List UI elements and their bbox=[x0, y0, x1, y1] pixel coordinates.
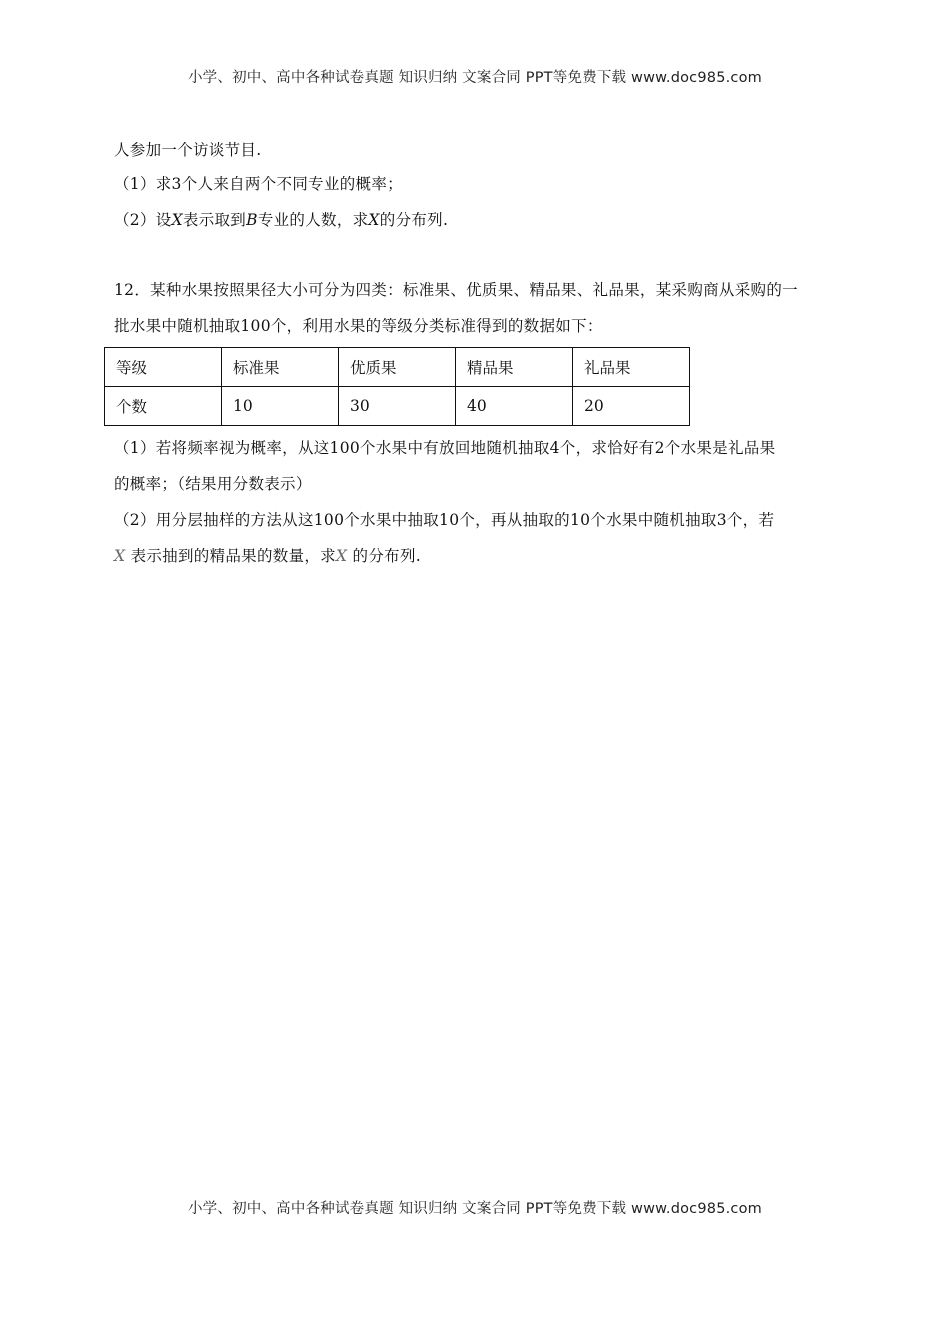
q11-continuation: 人参加一个访谈节目. bbox=[114, 141, 262, 159]
table-cell: 20 bbox=[573, 387, 690, 426]
var-x: X bbox=[335, 547, 348, 565]
table-header-row bbox=[105, 348, 690, 387]
q12-stem-line2: 批水果中随机抽取100个，利用水果的等级分类标准得到的数据如下： bbox=[114, 317, 603, 335]
q11-part2-b: 表示取到 bbox=[182, 211, 247, 229]
var-x: X bbox=[171, 211, 183, 229]
q12-part1-line1: （1）若将频率视为概率，从这100个水果中有放回地随机抽取4个，求恰好有2个水果是礼品果 bbox=[114, 439, 776, 457]
q12-part2-mid: 表示抽到的精品果的数量，求 bbox=[125, 547, 336, 565]
q11-part2-a: （2）设 bbox=[114, 211, 172, 229]
table-cell: 个数 bbox=[105, 387, 222, 426]
q12-part1-line2: 的概率；（结果用分数表示） bbox=[114, 475, 312, 493]
var-b: B bbox=[246, 211, 258, 229]
q12-part2-end: 的分布列. bbox=[347, 547, 421, 565]
table-cell: 等级 bbox=[105, 348, 222, 387]
table-row bbox=[105, 387, 690, 426]
q11-part1: （1）求3个人来自两个不同专业的概率； bbox=[114, 175, 403, 193]
q12-part2-line1: （2）用分层抽样的方法从这100个水果中抽取10个，再从抽取的10个水果中随机抽取3个，若 bbox=[114, 511, 775, 529]
table-cell: 标准果 bbox=[222, 348, 339, 387]
var-x: X bbox=[114, 547, 126, 565]
q11-part2-c: 专业的人数，求 bbox=[257, 211, 369, 229]
table-cell: 精品果 bbox=[456, 348, 573, 387]
page-header: 小学、初中、高中各种试卷真题 知识归纳 文案合同 PPT等免费下载 www.doc985.com bbox=[187, 70, 763, 86]
q12-stem-line1: 12．某种水果按照果径大小可分为四类：标准果、优质果、精品果、礼品果，某采购商从采购的一 bbox=[114, 281, 798, 299]
table-cell: 10 bbox=[222, 387, 339, 426]
table-cell: 优质果 bbox=[339, 348, 456, 387]
q12-part2-line2 bbox=[114, 544, 421, 566]
var-x: X bbox=[368, 211, 380, 229]
q11-part2 bbox=[114, 208, 448, 230]
table-cell: 30 bbox=[339, 387, 456, 426]
q11-part2-d: 的分布列. bbox=[379, 211, 449, 229]
table-cell: 礼品果 bbox=[573, 348, 690, 387]
grade-table bbox=[104, 347, 690, 426]
table-cell: 40 bbox=[456, 387, 573, 426]
page-footer: 小学、初中、高中各种试卷真题 知识归纳 文案合同 PPT等免费下载 www.doc985.com bbox=[187, 1201, 763, 1217]
